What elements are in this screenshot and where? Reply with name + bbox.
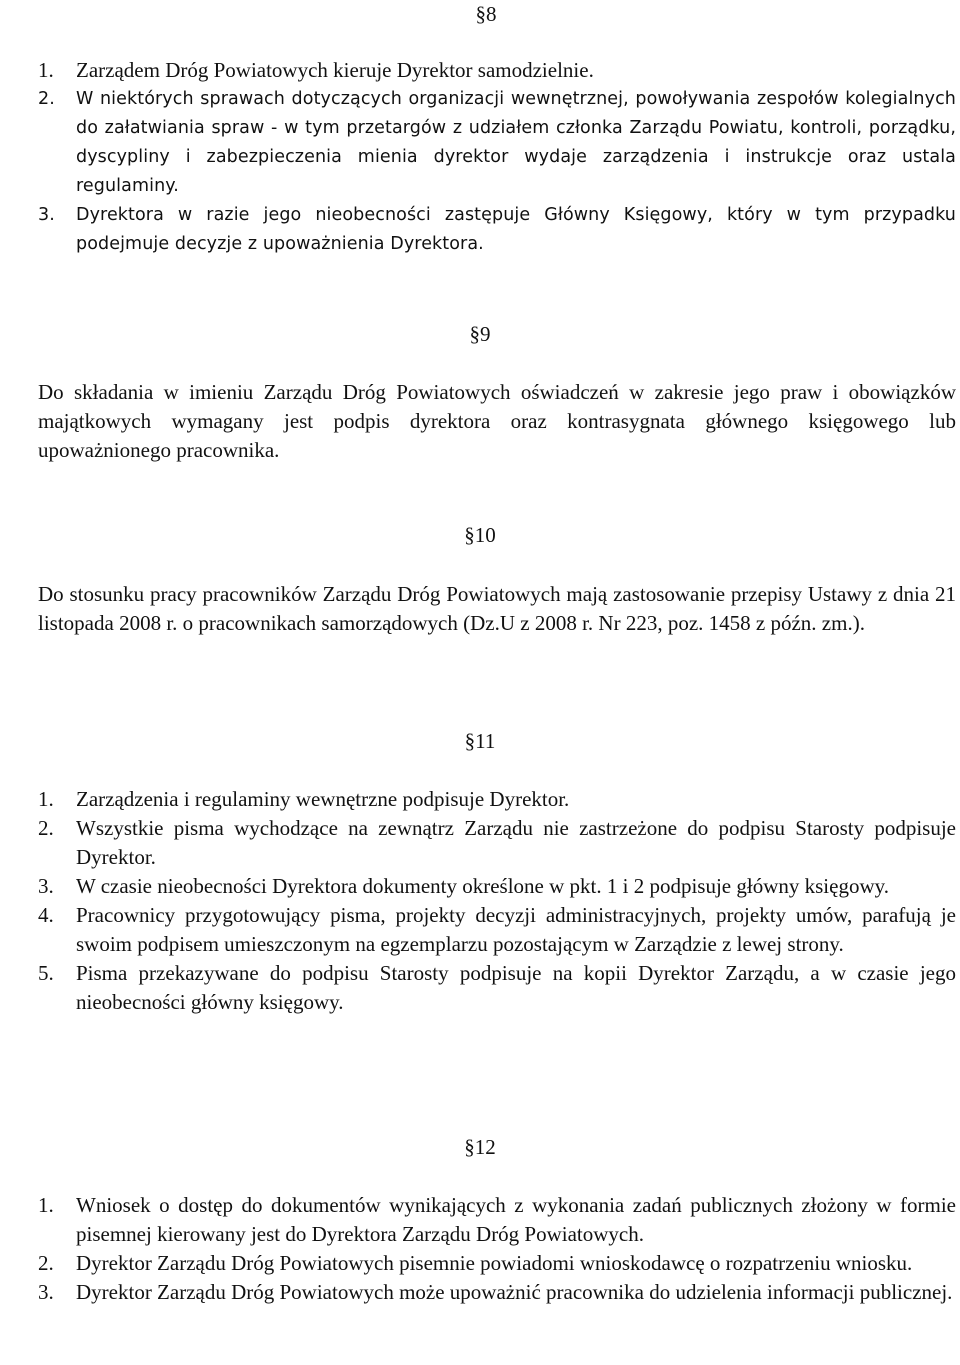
list-item-text: Pracownicy przygotowujący pisma, projekty decyzji administracyjnych, projekty umów, parafują je swoim podpisem umieszczonym na egzemplarzu pozostającym w Zarządzie z lewej strony. <box>76 903 956 956</box>
section-11-item-5 <box>0 959 956 1017</box>
section-12-list <box>0 1191 956 1307</box>
list-number: 4. <box>38 903 54 927</box>
section-11-item-1 <box>0 785 956 814</box>
list-item-text: Wniosek o dostęp do dokumentów wynikających z wykonania zadań publicznych złożony w formie pisemnej kierowany jest do Dyrektora Zarządu Dróg Powiatowych. <box>76 1193 956 1246</box>
section-11-heading-text: §11 <box>464 729 496 753</box>
section-12-heading <box>0 1133 960 1162</box>
section-8-item-2 <box>0 85 956 201</box>
section-10-heading <box>0 521 960 550</box>
section-10-heading-text: §10 <box>464 523 496 547</box>
section-10-paragraph: Do stosunku pracy pracowników Zarządu Dróg Powiatowych mają zastosowanie przepisy Ustawy z dnia 21 listopada 2008 r. o pracownikach samorządowych (Dz.U z 2008 r. Nr 223, poz. 1458 z późn. zm.). <box>38 582 956 635</box>
section-12-heading-text: §12 <box>464 1135 496 1159</box>
section-11-item-3 <box>0 872 956 901</box>
section-12-item-2 <box>0 1249 956 1278</box>
list-item-text: Dyrektor Zarządu Dróg Powiatowych pisemnie powiadomi wnioskodawcę o rozpatrzeniu wniosku. <box>76 1251 913 1275</box>
section-11-item-4 <box>0 901 956 959</box>
section-8-item-3 <box>0 201 956 259</box>
list-number: 1. <box>38 787 54 811</box>
list-item-text: Zarządem Dróg Powiatowych kieruje Dyrektor samodzielnie. <box>76 58 594 82</box>
list-number: 3. <box>38 874 54 898</box>
list-number: 1. <box>38 1193 54 1217</box>
section-11-list <box>0 785 956 1017</box>
section-8-item-1 <box>0 56 956 85</box>
section-8-heading <box>0 0 960 29</box>
section-12-item-1 <box>0 1191 956 1249</box>
section-12-item-3 <box>0 1278 956 1307</box>
list-number: 2. <box>38 89 55 109</box>
list-item-text: Dyrektora w razie jego nieobecności zastępuje Główny Księgowy, który w tym przypadku podejmuje decyzje z upoważnienia Dyrektora. <box>76 205 956 254</box>
list-number: 5. <box>38 961 54 985</box>
list-item-text: Zarządzenia i regulaminy wewnętrzne podpisuje Dyrektor. <box>76 787 570 811</box>
section-11-item-2 <box>0 814 956 872</box>
section-11-heading <box>0 727 960 756</box>
list-number: 1. <box>38 58 54 82</box>
list-item-text: Wszystkie pisma wychodzące na zewnątrz Zarządu nie zastrzeżone do podpisu Starosty podpisuje Dyrektor. <box>76 816 956 869</box>
list-number: 3. <box>38 1280 54 1304</box>
list-item-text: Pisma przekazywane do podpisu Starosty podpisuje na kopii Dyrektor Zarządu, a w czasie jego nieobecności główny księgowy. <box>76 961 956 1014</box>
list-number: 3. <box>38 205 55 225</box>
list-item-text: W niektórych sprawach dotyczących organizacji wewnętrznej, powoływania zespołów kolegialnych do załatwiania spraw - w tym przetargów z udziałem członka Zarządu Powiatu, kontroli, porządku, dyscypliny i zabezpieczenia mienia dyrektor wydaje zarządzenia i instrukcje oraz ustala regulaminy. <box>76 89 956 196</box>
list-item-text: W czasie nieobecności Dyrektora dokumenty określone w pkt. 1 i 2 podpisuje główny księgowy. <box>76 874 889 898</box>
section-9-paragraph: Do składania w imieniu Zarządu Dróg Powiatowych oświadczeń w zakresie jego praw i obowiązków majątkowych wymagany jest podpis dyrektora oraz kontrasygnata głównego księgowego lub upoważnionego pracownika. <box>38 380 956 462</box>
section-9-heading <box>0 320 960 349</box>
section-8-list <box>0 56 956 259</box>
section-8-heading-text: §8 <box>475 2 497 26</box>
list-number: 2. <box>38 1251 54 1275</box>
list-number: 2. <box>38 816 54 840</box>
list-item-text: Dyrektor Zarządu Dróg Powiatowych może upoważnić pracownika do udzielenia informacji publicznej. <box>76 1280 953 1304</box>
section-9-heading-text: §9 <box>469 322 491 346</box>
